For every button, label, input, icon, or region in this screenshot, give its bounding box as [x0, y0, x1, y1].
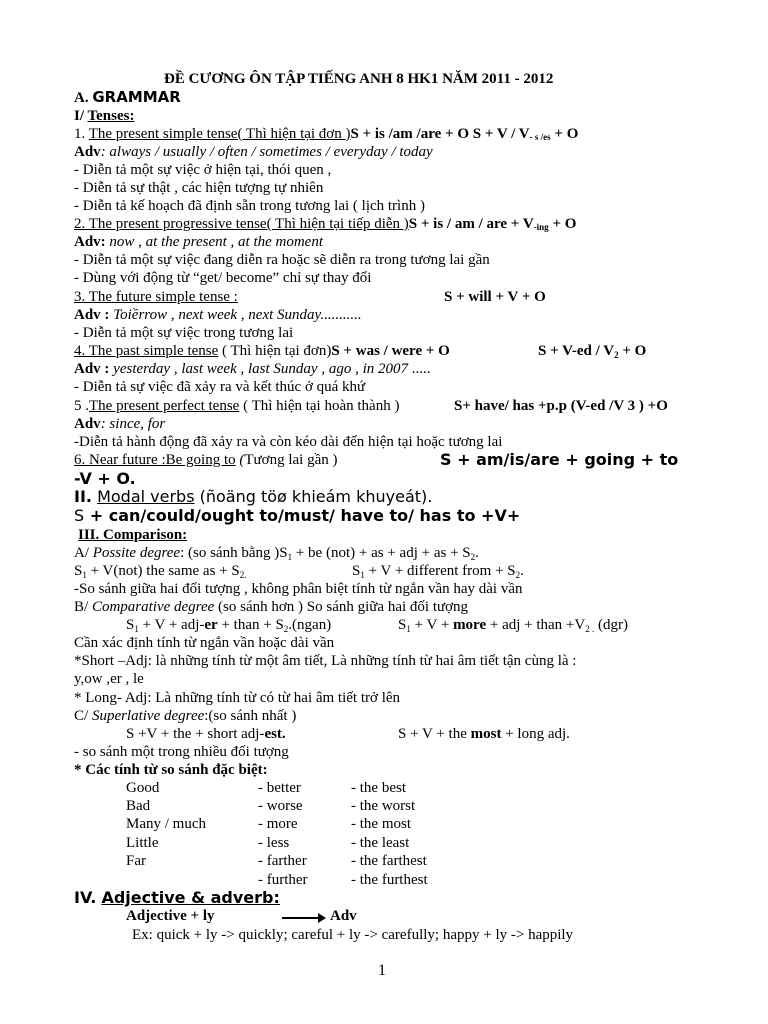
comparison-b-formula-left: $S_1 + V + adj-er$ + than + $S_2.(ngan)$	[126, 617, 332, 634]
comparison-b-name: Comparative degree	[91, 599, 215, 615]
comparison-b-right-note: (dgr)	[594, 617, 628, 633]
special-row-3-superlative: - the most	[351, 816, 411, 832]
adj-adv-heading	[74, 889, 280, 907]
tense-4-adv	[74, 360, 431, 378]
comparison-b-note-4: * Long- Adj: Là những tính từ có từ hai âm tiết trở lên	[74, 690, 401, 706]
tense-4-line	[74, 342, 450, 360]
tense-4-formula-2-text: S + V-ed / V	[538, 343, 615, 359]
comparison-a-text: : (so sánh bằng )S	[180, 545, 288, 561]
comparison-b-right-s: S	[398, 617, 407, 633]
tense-3-formula: S + will + V + O	[444, 289, 546, 305]
special-row-3-comparative: - more	[258, 816, 298, 832]
tense-6-line	[74, 451, 338, 469]
section-a-letter: A.	[74, 90, 89, 106]
comparison-c-right-most: most	[470, 726, 502, 742]
tense-4-adv-tail: .....	[408, 361, 431, 377]
special-row-6-superlative: - the furthest	[351, 872, 428, 888]
comparison-a-tail: + be (not) + as + adj + as + S	[292, 545, 471, 561]
tense-4-name: 4. The past simple tense	[74, 343, 219, 359]
comparison-c-formula-right	[398, 725, 570, 743]
comparison-b-formula-right: $S_1 + V$ + more + adj + than $+V_{2 .}$ (dgr)	[398, 617, 628, 634]
special-row-1-superlative: - the best	[351, 780, 406, 796]
adj-adv-rule-right: Adv	[330, 908, 357, 924]
tense-4-formula-2-end: + O	[618, 343, 647, 359]
comparison-b-left-s: S	[126, 617, 135, 633]
tenses-heading-num: I/	[74, 108, 85, 124]
comparison-c-line	[74, 707, 296, 725]
comparison-b-left-than: + than + S	[217, 617, 284, 633]
comparison-b-right-v: + V +	[410, 617, 454, 633]
tenses-heading-label: Tenses:	[87, 108, 135, 124]
modal-formula-line	[74, 507, 520, 525]
tense-2-adv-label: Adv:	[74, 234, 106, 250]
special-row-3-base: Many / much	[126, 816, 206, 832]
special-row-6-comparative: - further	[258, 872, 308, 888]
tense-3-adv-label: Adv :	[74, 307, 110, 323]
comparison-c-right-text: S + V + the	[398, 726, 471, 742]
comparison-c-left-est: est.	[264, 726, 286, 742]
comparison-b-right-than: + adj + than +V	[486, 617, 586, 633]
tense-6-note: Tương lai gần )	[244, 452, 338, 468]
modal-formula: + can/could/ought to/must/ have to/ has to +V+	[84, 506, 521, 525]
tense-2-name: 2. The present progressive tense( Thì hiện tại tiếp diễn )	[74, 216, 409, 232]
modal-s: S	[74, 506, 85, 525]
tense-1-formula: S + is /am /are + O S + V / V	[350, 126, 530, 142]
tense-1-use-2: - Diễn tả sự thật , các hiện tượng tự nhiên	[74, 180, 324, 196]
tense-4-note: ( Thì hiện tại đơn)	[218, 343, 332, 359]
special-adjectives-heading: * Các tính từ so sánh đặc biệt:	[74, 762, 268, 778]
special-row-4-comparative: - less	[258, 835, 290, 851]
tense-1-formula-sub: - s /es	[529, 132, 551, 142]
tense-6-paren: (	[235, 452, 245, 468]
comparison-a-name: Possite degree	[92, 545, 181, 561]
tense-5-adv-words: : since, for	[100, 416, 166, 432]
special-row-5-base: Far	[126, 853, 146, 869]
comparison-b-left-er: er	[204, 617, 218, 633]
tense-2-use-2: - Dùng với động từ “get/ become” chỉ sự thay đổi	[74, 270, 372, 286]
tense-4-formula-2	[538, 342, 646, 364]
modal-num: II.	[74, 487, 92, 506]
comparison-b-right-more: more	[453, 617, 487, 633]
comparison-c-left-text: S +V + the + short adj-	[126, 726, 265, 742]
section-a-heading	[74, 88, 181, 107]
tense-1-adv-words: : always / usually / often / sometimes / everyday / today	[100, 144, 433, 160]
special-row-2-base: Bad	[126, 798, 151, 814]
comparison-heading: III. Comparison:	[78, 527, 188, 543]
tense-1-name: The present simple tense( Thì hiện tại đơn )	[88, 126, 351, 142]
modal-name: Modal verbs	[97, 487, 195, 506]
comparison-c-formula-left	[126, 725, 286, 743]
tense-4-adv-words: yesterday , last week , last Sunday , ago , in 2007	[109, 361, 408, 377]
tense-4-formula-1: S + was / were + O	[331, 343, 450, 359]
tense-2-formula-sub: -ing	[533, 222, 549, 232]
tense-5-name: The present perfect tense	[89, 398, 240, 414]
tense-2-use-1: - Diễn tả một sự việc đang diễn ra hoặc sẽ diễn ra trong tương lai gần	[74, 252, 490, 268]
comparison-a-formula-left: $S_1 + V(not)$ the same as + $S_{2.}$	[74, 563, 247, 580]
tense-5-line	[74, 397, 399, 415]
modal-note: (ñoäng töø khieám khuyeát).	[194, 487, 433, 506]
tense-5-num: 5 .	[74, 398, 89, 414]
tense-5-adv-label: Adv	[74, 416, 101, 432]
tense-5-formula: S+ have/ has +p.p (V-ed /V 3 ) +O	[454, 398, 668, 414]
adj-adv-num: IV.	[74, 888, 97, 907]
comparison-b-note-1: Cần xác định tính từ ngắn vần hoặc dài vần	[74, 635, 335, 651]
tense-3-adv-words: Toiềrrow , next week , next Sunday...........	[109, 307, 362, 323]
comparison-b-note-2: *Short –Adj: là những tính từ một âm tiết, Là những tính từ hai âm tiết tận cùng là :	[74, 653, 577, 669]
arrowhead-icon	[318, 913, 326, 923]
special-row-5-superlative: - the farthest	[351, 853, 427, 869]
tense-4-use-1: - Diễn tả sự việc đã xảy ra và kết thúc ở quá khứ	[74, 379, 366, 395]
tense-1-adv	[74, 143, 433, 161]
tense-6-name: 6. Near future :Be going to	[74, 452, 236, 468]
comparison-c-prefix: C/	[74, 708, 92, 724]
adj-adv-example: Ex: quick + ly -> quickly; careful + ly -> carefully; happy + ly -> happily	[132, 927, 574, 943]
tense-2-adv-words: now , at the present , at the moment	[105, 234, 324, 250]
section-a-label: GRAMMAR	[92, 88, 181, 106]
comparison-b-prefix: B/	[74, 599, 92, 615]
page-number: 1	[378, 962, 386, 979]
tense-6-formula-cont: -V + O.	[74, 469, 136, 488]
tense-1-num: 1.	[74, 126, 86, 142]
tense-1-use-1: - Diễn tả một sự việc ở hiện tại, thói quen ,	[74, 162, 332, 178]
comparison-a-formula-right: $S_1 + V$ + different from + $S_2$.	[352, 563, 524, 580]
comparison-c-name: Superlative degree	[91, 708, 205, 724]
tense-5-adv	[74, 415, 165, 433]
comparison-b-left-note: .(ngan)	[288, 617, 332, 633]
comparison-c-right-tail: + long adj.	[501, 726, 570, 742]
comparison-b-text: (so sánh hơn ) So sánh giữa hai đối tượng	[214, 599, 469, 615]
tense-1-adv-label: Adv	[74, 144, 101, 160]
tense-1-formula-end: + O	[550, 126, 579, 142]
special-row-4-base: Little	[126, 835, 159, 851]
tense-3-adv	[74, 306, 362, 324]
tense-3-name: 3. The future simple tense :	[74, 289, 238, 305]
document-title: ĐỀ CƯƠNG ÔN TẬP TIẾNG ANH 8 HK1 NĂM 2011 - 2012	[164, 71, 554, 87]
comparison-a-right-s: S	[352, 563, 361, 579]
comparison-a-note: -So sánh giữa hai đối tượng , không phân biệt tính từ ngắn vần hay dài vần	[74, 581, 523, 597]
tense-4-adv-label: Adv :	[74, 361, 110, 377]
tense-2-adv	[74, 233, 323, 251]
special-row-2-superlative: - the worst	[351, 798, 416, 814]
special-row-4-superlative: - the least	[351, 835, 410, 851]
comparison-c-note: - so sánh một trong nhiều đối tượng	[74, 744, 289, 760]
tense-3-use-1: - Diễn tả một sự việc trong tương lai	[74, 325, 294, 341]
tense-5-use-1: -Diễn tả hành động đã xảy ra và còn kéo dài đến hiện tại hoặc tương lai	[74, 434, 503, 450]
special-row-5-comparative: - farther	[258, 853, 307, 869]
tense-4-formula-2-sub: 2	[614, 350, 619, 360]
comparison-a-right-tail: + V + different from + S	[364, 563, 516, 579]
comparison-a-line: A/ Possite degree: (so sánh bằng )$S_1$ + be (not) + as + adj + as + $S_2$.	[74, 545, 479, 562]
modal-heading	[74, 488, 432, 506]
tense-6-formula: S + am/is/are + going + to	[440, 450, 679, 469]
adj-adv-name: Adjective & adverb:	[101, 888, 280, 907]
special-row-2-comparative: - worse	[258, 798, 303, 814]
special-row-1-comparative: - better	[258, 780, 301, 796]
comparison-b-note-3: y,ow ,er , le	[74, 671, 144, 687]
comparison-c-text: :(so sánh nhất )	[204, 708, 297, 724]
comparison-a-left-tail: + V(not) the same as + S	[86, 563, 240, 579]
tense-2-formula: S + is / am / are + V	[408, 216, 534, 232]
special-row-1-base: Good	[126, 780, 160, 796]
comparison-b-left-adj: + V + adj-	[138, 617, 205, 633]
comparison-a-prefix: A/	[74, 545, 93, 561]
tenses-heading	[74, 107, 134, 125]
comparison-a-left-s: S	[74, 563, 83, 579]
comparison-b-line	[74, 598, 468, 616]
adj-adv-rule-left: Adjective + ly	[126, 908, 215, 924]
right-arrow-icon	[282, 917, 322, 919]
tense-1-use-3: - Diễn tả kế hoạch đã định sẵn trong tương lai ( lịch trình )	[74, 198, 425, 214]
tense-5-note: ( Thì hiện tại hoàn thành )	[239, 398, 400, 414]
tense-2-formula-end: + O	[548, 216, 577, 232]
